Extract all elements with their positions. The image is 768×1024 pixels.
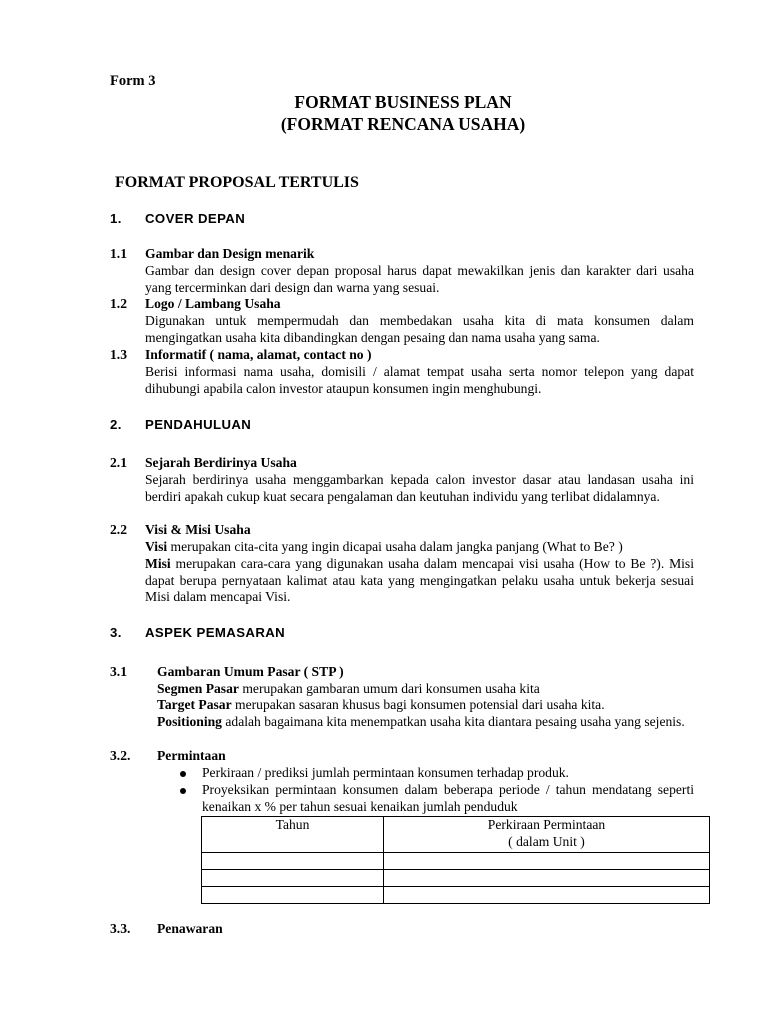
target-term: Target Pasar <box>157 697 232 712</box>
section-3-heading: ASPEK PEMASARAN <box>145 625 286 640</box>
table-header-demand <box>384 817 710 853</box>
item-1-3-number: 1.3 <box>110 347 127 362</box>
form-label: Form 3 <box>110 73 156 89</box>
item-1-1-title: Gambar dan Design menarik <box>145 246 315 261</box>
table-header-row <box>202 817 710 853</box>
target-text: merupakan sasaran khusus bagi konsumen potensial dari usaha kita. <box>231 697 605 712</box>
item-1-2-number: 1.2 <box>110 296 127 311</box>
item-1-1-number: 1.1 <box>110 246 127 261</box>
demand-table <box>201 816 710 904</box>
item-2-1-number: 2.1 <box>110 455 127 470</box>
item-1-3-text: Berisi informasi nama usaha, domisili / alamat tempat usaha serta nomor telepon yang dapat dihubungi apabila calon investor ataupun konsumen ingin menghubungi. <box>145 364 694 396</box>
item-1-2-title: Logo / Lambang Usaha <box>145 296 281 311</box>
item-1-3-title: Informatif ( nama, alamat, contact no ) <box>145 347 372 362</box>
table-row <box>202 870 710 887</box>
positioning-paragraph <box>157 714 694 731</box>
table-cell <box>202 853 384 870</box>
bullet-1-text: Perkiraan / prediksi jumlah permintaan konsumen terhadap produk. <box>202 765 569 780</box>
misi-paragraph <box>145 556 694 606</box>
table-cell <box>384 887 710 904</box>
item-1-2-text: Digunakan untuk mempermudah dan membedakan usaha kita di mata konsumen dalam mengingatkan usaha kita dibandingkan dengan pesaing dan nama usaha yang sama. <box>145 313 694 345</box>
table-cell <box>384 853 710 870</box>
segmen-paragraph <box>157 681 694 698</box>
segmen-term: Segmen Pasar <box>157 681 239 696</box>
section-2-number: 2. <box>110 417 122 432</box>
page-title: FORMAT BUSINESS PLAN <box>294 92 512 112</box>
page-title-sub: (FORMAT RENCANA USAHA) <box>280 114 526 134</box>
table-header-demand-line1: Perkiraan Permintaan <box>487 817 606 832</box>
visi-paragraph <box>145 539 694 556</box>
item-2-1-text: Sejarah berdirinya usaha menggambarkan kepada calon investor dasar atau landasan usaha ini berdiri apakah cukup kuat secara pengalaman dan keutuhan individu yang terlibat didalamnya. <box>145 472 694 504</box>
section-subtitle: FORMAT PROPOSAL TERTULIS <box>115 174 359 191</box>
target-paragraph <box>157 697 694 714</box>
section-2-heading: PENDAHULUAN <box>145 417 252 432</box>
item-3-3-number: 3.3. <box>110 921 131 936</box>
table-header-demand-line2: ( dalam Unit ) <box>508 833 585 849</box>
item-3-1-number: 3.1 <box>110 664 127 679</box>
item-3-1-title: Gambaran Umum Pasar ( STP ) <box>157 664 344 679</box>
misi-term: Misi <box>145 556 171 571</box>
visi-term: Visi <box>145 539 168 554</box>
item-3-2-title: Permintaan <box>157 748 226 763</box>
section-1-number: 1. <box>110 211 122 226</box>
table-cell <box>202 870 384 887</box>
positioning-text: adalah bagaimana kita menempatkan usaha kita diantara pesaing usaha yang sejenis. <box>221 714 685 729</box>
table-cell <box>202 887 384 904</box>
item-3-3-title: Penawaran <box>157 921 223 936</box>
table-row <box>202 887 710 904</box>
positioning-term: Positioning <box>157 714 222 729</box>
table-header-year: Tahun <box>202 817 384 853</box>
item-2-2-title: Visi & Misi Usaha <box>145 522 251 537</box>
item-1-1-text: Gambar dan design cover depan proposal harus dapat mewakilkan jenis dan karakter dari usaha yang tercerminkan dari design dan warna yang sesuai. <box>145 263 694 295</box>
item-2-2-number: 2.2 <box>110 522 127 537</box>
table-row <box>202 853 710 870</box>
bullet-2-text: Proyeksikan permintaan konsumen dalam beberapa periode / tahun mendatang seperti kenaikan x % per tahun sesuai kenaikan jumlah penduduk <box>202 782 694 814</box>
item-3-2-number: 3.2. <box>110 748 131 763</box>
bullet-1-marker <box>180 771 186 777</box>
bullet-2-marker <box>180 788 186 794</box>
item-2-1-title: Sejarah Berdirinya Usaha <box>145 455 297 470</box>
visi-text: merupakan cita-cita yang ingin dicapai usaha dalam jangka panjang (What to Be? ) <box>167 539 623 554</box>
section-1-heading: COVER DEPAN <box>145 211 246 226</box>
misi-text: merupakan cara-cara yang digunakan usaha dalam mencapai visi usaha (How to Be ?). Misi dapat berupa pernyataan kalimat atau kata yang mengingatkan pelaku usaha untuk bekerja sesuai Misi dalam mencapai Visi. <box>145 556 694 604</box>
table-cell <box>384 870 710 887</box>
section-3-number: 3. <box>110 625 122 640</box>
segmen-text: merupakan gambaran umum dari konsumen usaha kita <box>238 681 540 696</box>
